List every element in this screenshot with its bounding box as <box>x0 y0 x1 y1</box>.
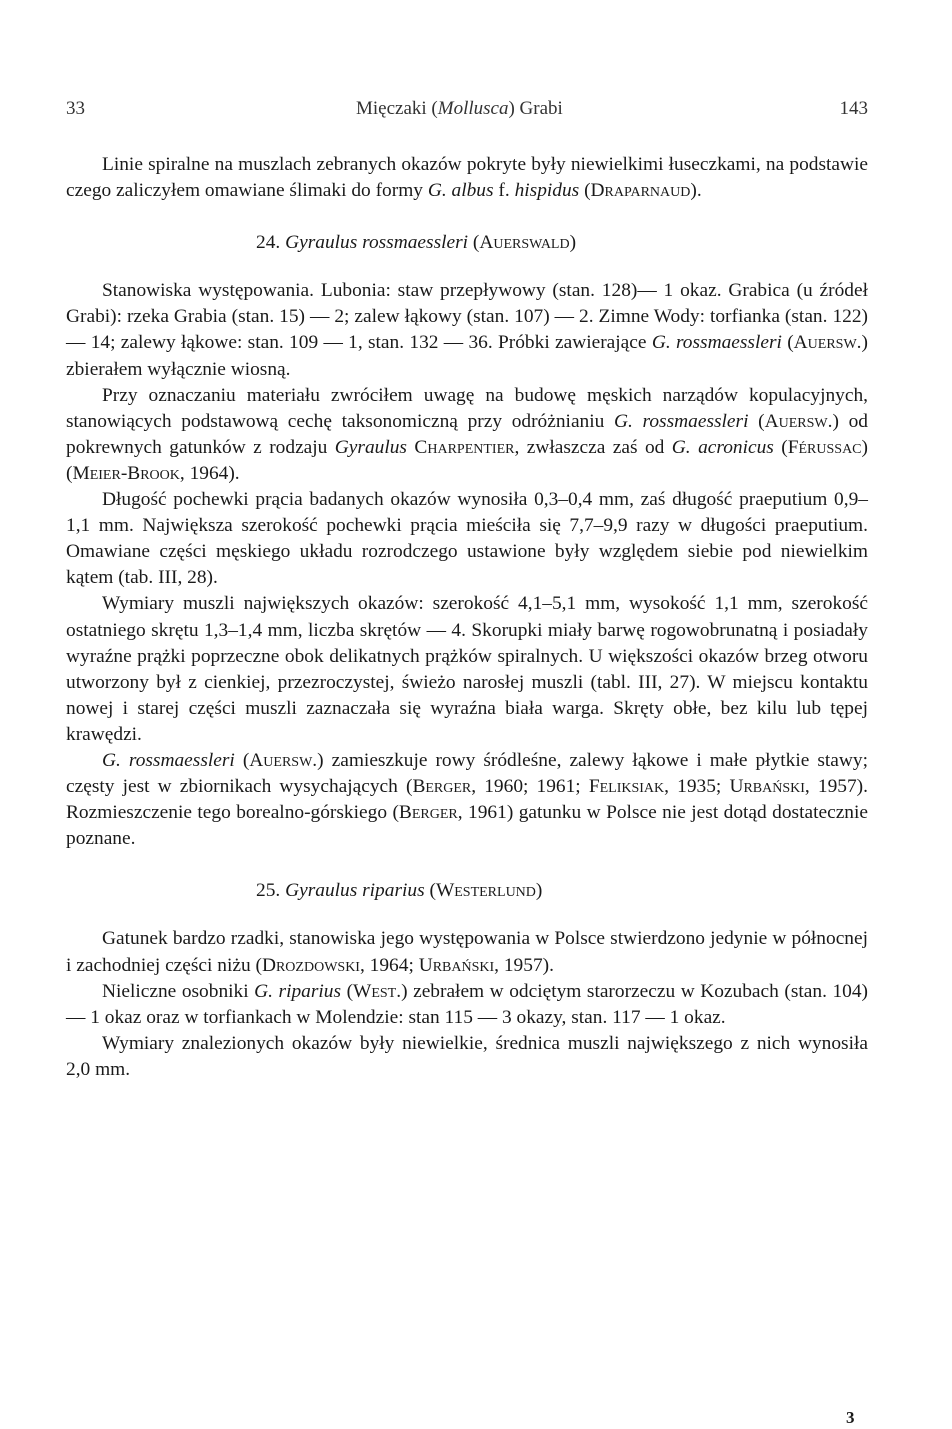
p3-f: Gyraulus <box>334 436 407 458</box>
p6-j: , 1957). Rozmieszczenie tego borealno-górskiego ( <box>66 776 868 824</box>
p2-e: ) zbierałem wyłącznie wiosną. <box>66 332 868 380</box>
p1-g: ). <box>690 180 702 202</box>
p8-e: ) zebrałem w odciętym starorzeczu w Kozubach (stan. 104) — 1 okaz oraz w torfiankach w Molendzie: stan 115 — 3 okazy, stan. 117 — 1 okaz. <box>66 980 868 1028</box>
p2-b: G. rossmaessleri <box>651 332 782 354</box>
paragraph-6 <box>66 748 868 852</box>
p8-d: West. <box>353 980 402 1002</box>
p8-b: G. riparius <box>254 980 342 1002</box>
p6-i: Urbański <box>729 776 805 798</box>
p1-b: G. albus <box>427 180 494 202</box>
h25-open: ( <box>424 880 436 902</box>
p3-a: Przy oznaczaniu materiału zwróciłem uwagę na budowę męskich narządów kopulacyjnych, stanowiących podstawową cechę taksonomiczną przy odróżnianiu <box>66 384 868 432</box>
p3-l: Férussac <box>787 436 862 458</box>
running-title <box>356 98 563 120</box>
paragraph-2 <box>66 278 868 382</box>
paragraph-7 <box>66 926 868 978</box>
p3-h: Charpentier <box>414 436 515 458</box>
page-number-right: 143 <box>839 98 868 119</box>
h25-author: Westerlund <box>435 880 536 902</box>
p6-k: Berger <box>398 802 458 824</box>
p7-e: , 1957). <box>494 954 554 976</box>
h24-open: ( <box>468 232 480 254</box>
p7-c: , 1964; <box>359 954 419 976</box>
p3-o: , 1964). <box>179 462 240 484</box>
p1-c: f. <box>493 180 515 202</box>
p6-a: G. rossmaessleri <box>102 749 235 771</box>
p3-j: G. acronicus <box>671 436 774 458</box>
running-title-latin: Mollusca <box>437 98 509 119</box>
p6-g: Feliksiak <box>588 776 665 798</box>
p7-d: Urbański <box>418 954 495 976</box>
p2-d: Auersw. <box>793 332 862 354</box>
p6-f: , 1960; 1961; <box>471 776 589 798</box>
h25-close: ) <box>535 880 543 902</box>
paragraph-9: Wymiary znalezionych okazów były niewielkie, średnica muszli największego z nich wynosiła 2,0 mm. <box>66 1032 868 1080</box>
p7-a: Gatunek bardzo rzadki, stanowiska jego występowania w Polsce stwierdzono jedynie w północnej i zachodniej części niżu ( <box>66 928 868 976</box>
h24-author: Auerswald <box>479 232 570 254</box>
h24-num: 24. <box>256 232 286 254</box>
p1-d: hispidus <box>514 180 580 202</box>
p3-k: ( <box>773 436 788 458</box>
h24-close: ) <box>569 232 577 254</box>
paragraph-3 <box>66 383 868 487</box>
paragraph-8 <box>66 979 868 1031</box>
p3-m: ) ( <box>66 436 868 484</box>
p6-e: Berger <box>412 776 472 798</box>
page-number-left: 33 <box>66 98 85 119</box>
p3-e: ) od pokrewnych gatunków z rodzaju <box>66 410 868 458</box>
p2-c: ( <box>781 332 794 354</box>
running-title-a: Mięczaki ( <box>356 98 438 119</box>
p3-b: G. rossmaessleri <box>614 410 749 432</box>
p7-b: Drozdowski <box>261 954 360 976</box>
p1-a: Linie spiralne na muszlach zebranych okazów pokryte były niewielkimi łuseczkami, na podstawie czego zaliczyłem omawiane ślimaki do formy <box>66 154 868 202</box>
p2-a: Stanowiska występowania. Lubonia: staw przepływowy (stan. 128)— 1 okaz. Grabica (u źródeł Grabi): rzeka Grabia (stan. 15) — 2; zalew łąkowy (stan. 107) — 2. Zimne Wody: torfianka (stan. 122) — 14; zalewy łąkowe: stan. 109 — 1, stan. 132 — 36. Próbki zawierające <box>66 280 868 354</box>
section-heading-24 <box>66 230 868 256</box>
section-heading-25 <box>66 878 868 904</box>
paragraph-1 <box>66 152 868 204</box>
p3-c: ( <box>748 410 765 432</box>
p1-e: ( <box>579 180 591 202</box>
body-text <box>66 152 868 1083</box>
p6-b: ( <box>234 749 250 771</box>
p6-d: ) zamieszkuje rowy śródleśne, zalewy łąkowe i małe płytkie stawy; częsty jest w zbiornikach wysychających ( <box>66 749 868 798</box>
running-title-c: ) Grabi <box>508 98 563 119</box>
h25-name: Gyraulus riparius <box>285 880 425 902</box>
paragraph-4: Długość pochewki prącia badanych okazów wynosiła 0,3–0,4 mm, zaś długość praeputium 0,9–1,1 mm. Największa szerokość pochewki prącia mieściła się 7,7–9,9 razy w długości praeputium. Omawiane części męskiego układu rozrodczego ustawione były względem siebie pod niewielkim kątem (tab. III, 28). <box>66 489 868 589</box>
p8-a: Nieliczne osobniki <box>102 980 255 1002</box>
p8-c: ( <box>341 980 354 1002</box>
h25-num: 25. <box>256 880 286 902</box>
sheet-number: 3 <box>846 1408 855 1427</box>
running-header <box>66 98 868 128</box>
p3-i: , zwłaszcza zaś od <box>514 436 672 458</box>
p1-f: Draparnaud <box>590 180 691 202</box>
paragraph-5: Wymiary muszli największych okazów: szerokość 4,1–5,1 mm, wysokość 1,1 mm, szerokość ostatniego skrętu 1,3–1,4 mm, liczba skrętów — 4. Skorupki miały barwę rogowobrunatną i posiadały wyraźne prążki poprzeczne obok delikatnych prążków spiralnych. U większości okazów brzeg otworu utworzony był z cienkiej, przezroczystej, świeżo narosłej muszli (tabl. III, 27). W miejscu kontaktu nowej i starej części muszli zaznaczała się wyraźna biała warga. Skręty obłe, bez kilu lub tępej krawędzi. <box>66 593 868 745</box>
h24-name: Gyraulus rossmaessleri <box>285 232 469 254</box>
p6-h: , 1935; <box>664 776 730 798</box>
p3-n: Meier-Brook <box>72 462 180 484</box>
p3-d: Auersw. <box>764 410 833 432</box>
p6-l: , 1961) gatunku w Polsce nie jest dotąd dostatecznie poznane. <box>66 802 868 850</box>
p6-c: Auersw. <box>249 749 318 771</box>
